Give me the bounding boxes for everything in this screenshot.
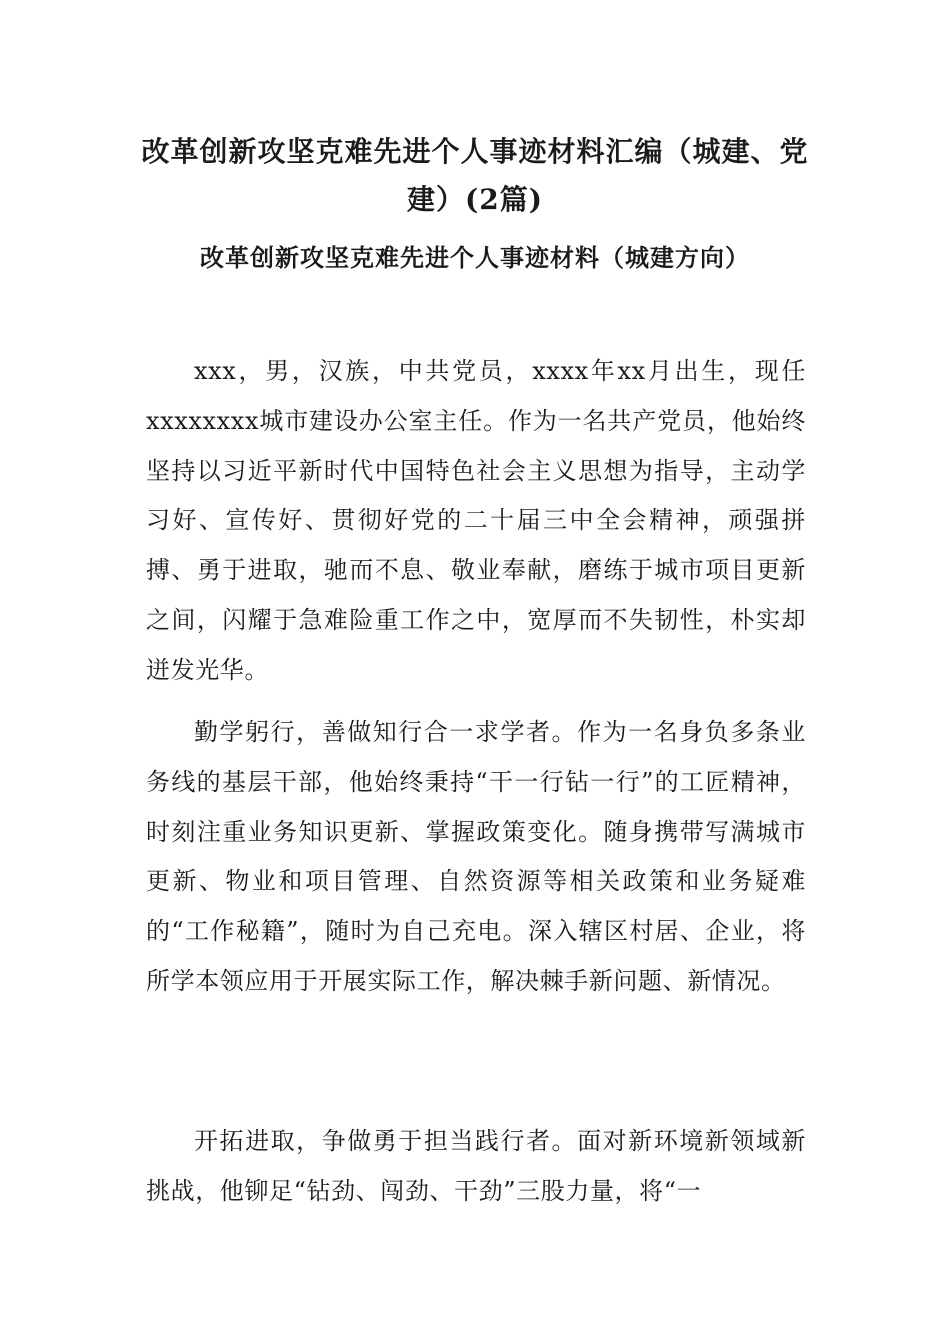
document-title: 改革创新攻坚克难先进个人事迹材料汇编（城建、党建）(2篇) [141, 135, 809, 216]
section-title: 改革创新攻坚克难先进个人事迹材料（城建方向） [200, 243, 750, 272]
paragraph-study: 勤学躬行，善做知行合一求学者。作为一名身负多条业务线的基层干部，他始终秉持“干一行钻一行”的工匠精神，时刻注重业务知识更新、掌握政策变化。随身携带写满城市更新、物业和项目管理、自然资源等相关政策和业务疑难的“工作秘籍”，随时为自己充电。深入辖区村居、企业，将所学本领应用于开展实际工作，解决棘手新问题、新情况。 [146, 718, 806, 995]
paragraph-intro: xxx，男，汉族，中共党员，xxxx年xx月出生，现任xxxxxxxx城市建设办公室主任。作为一名共产党员，他始终坚持以习近平新时代中国特色社会主义思想为指导，主动学习好、宣传好、贯彻好党的二十届三中全会精神，顽强拼搏、勇于进取，驰而不息、敬业奉献，磨练于城市项目更新之间，闪耀于急难险重工作之中，宽厚而不失韧性，朴实却迸发光华。 [146, 357, 806, 684]
paragraph-pioneering: 开拓进取，争做勇于担当践行者。面对新环境新领域新挑战，他铆足“钻劲、闯劲、干劲”三股力量，将“一 [146, 1127, 806, 1205]
